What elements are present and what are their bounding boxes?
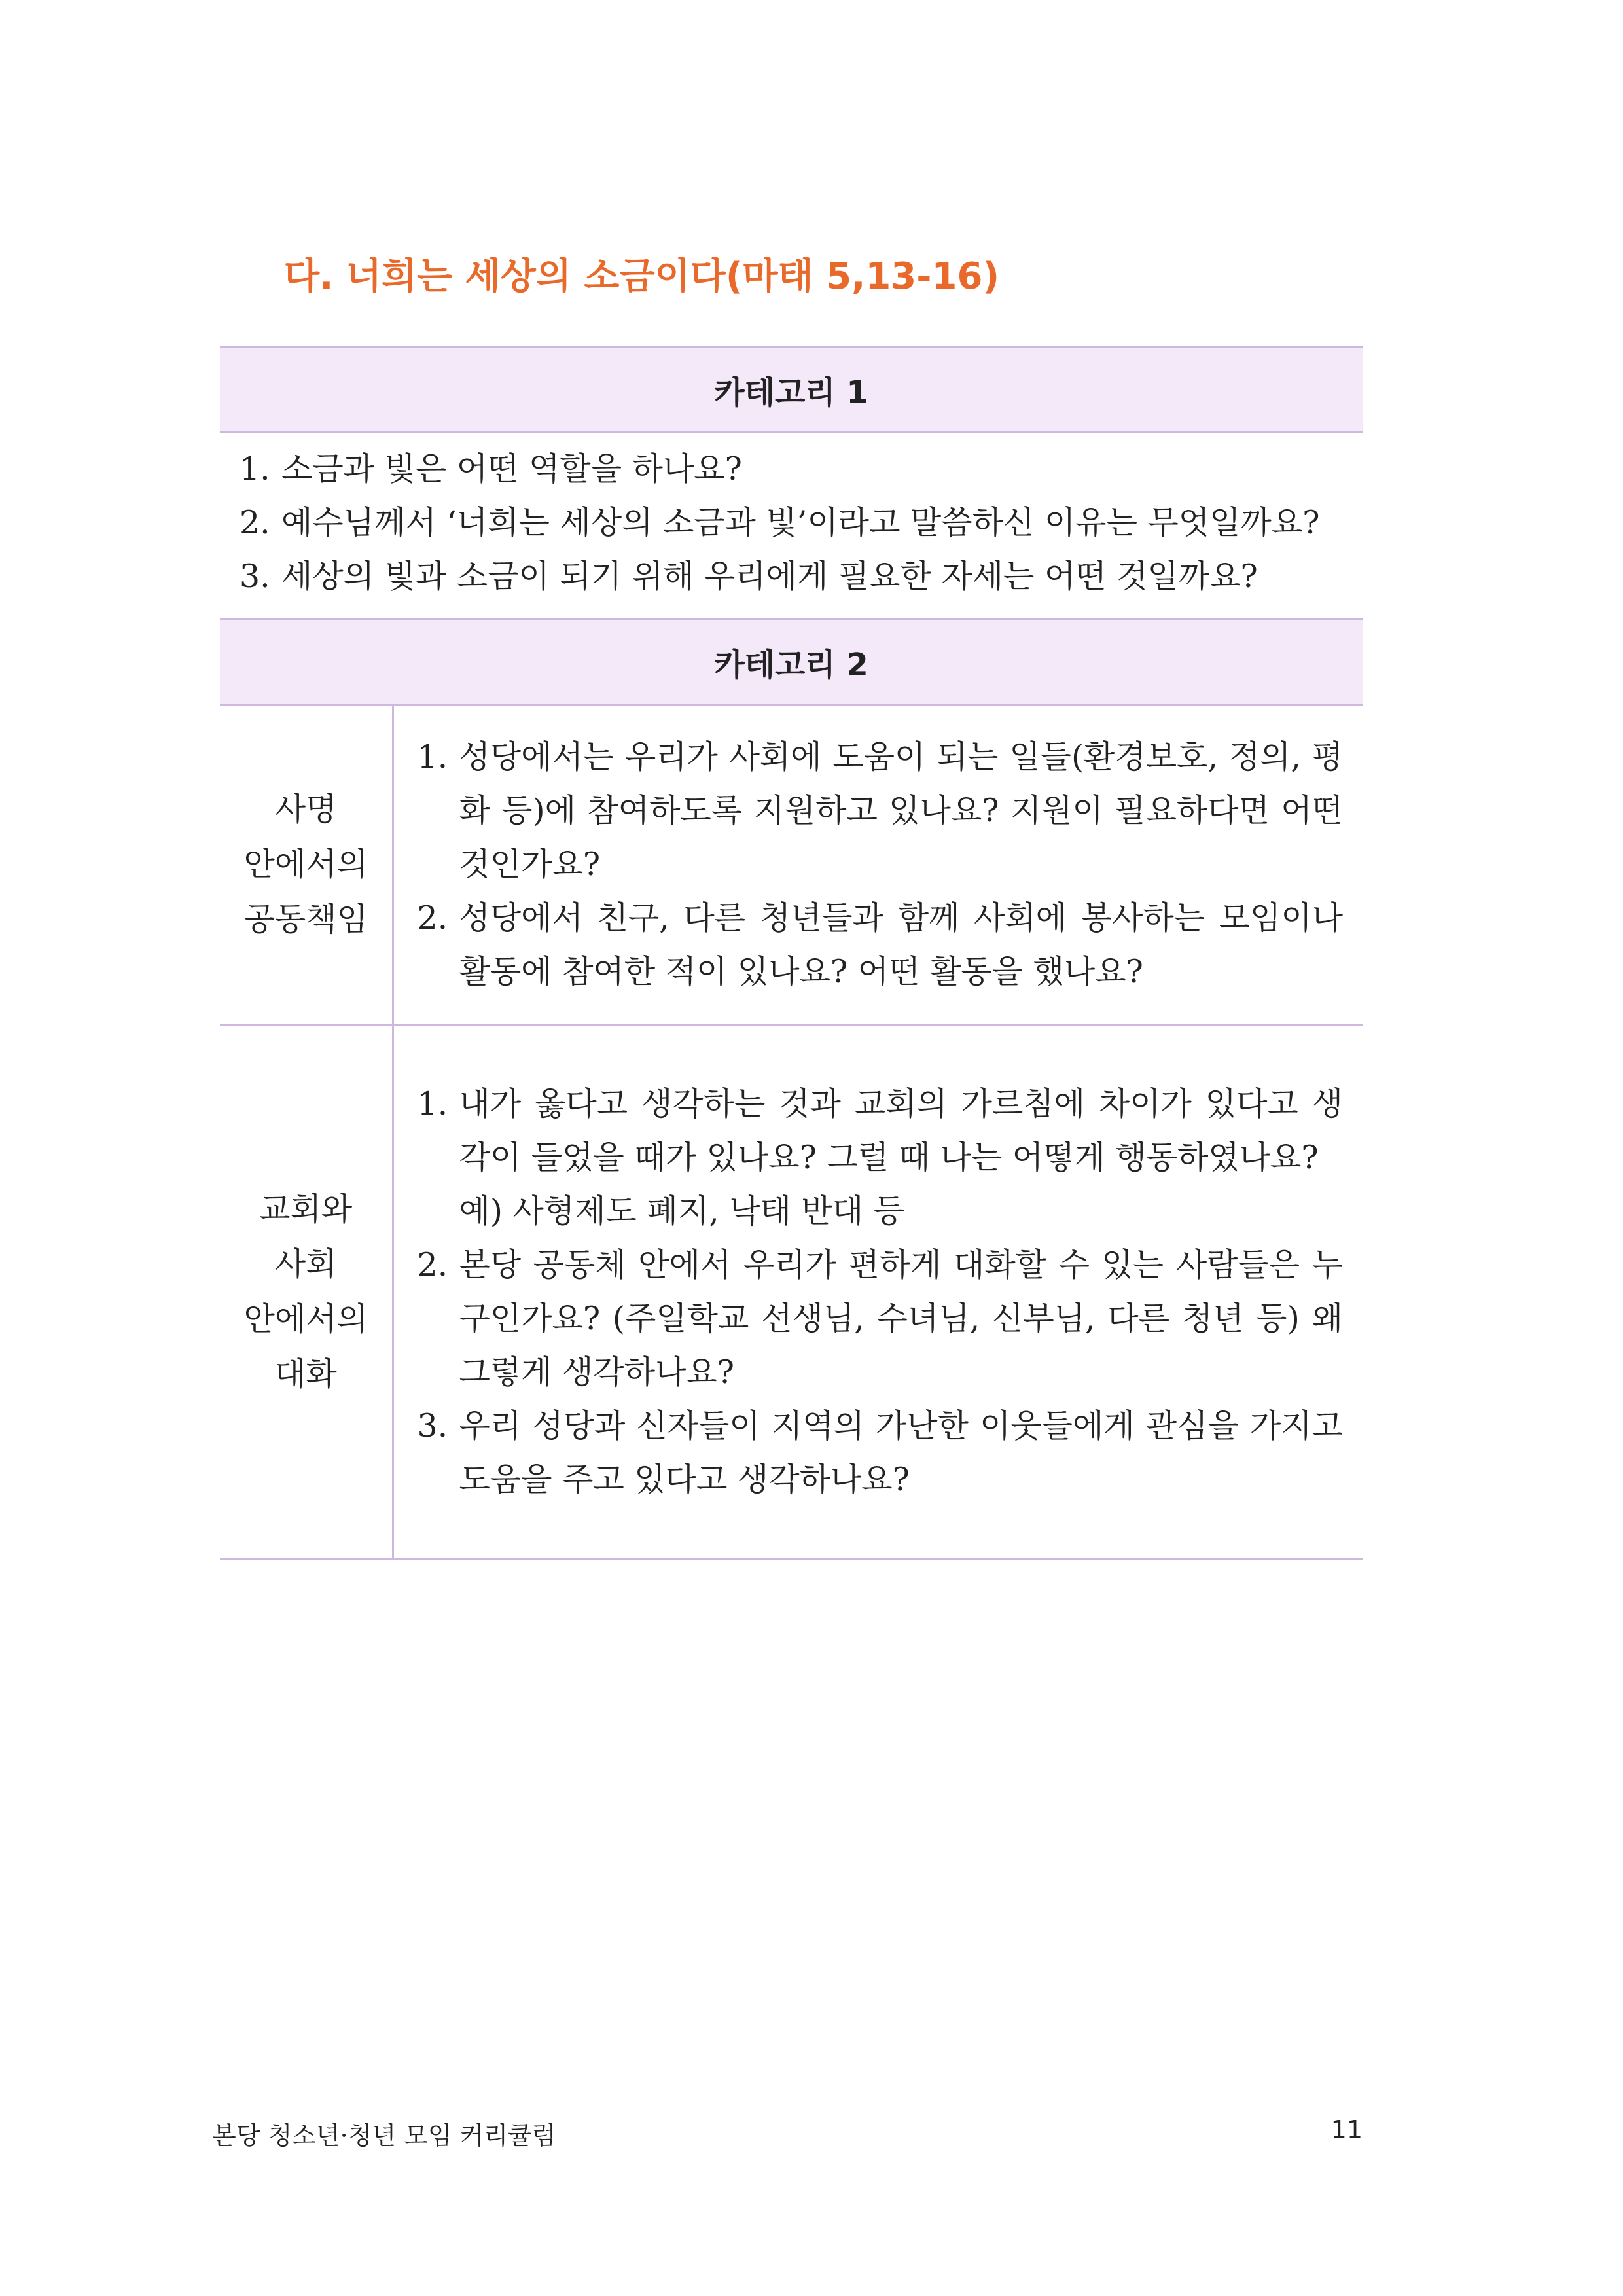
question-text: 성당에서는 우리가 사회에 도움이 되는 일들(환경보호, 정의, 평화 등)에 참여하도록 지원하고 있나요? 지원이 필요하다면 어떤 것인가요? bbox=[459, 738, 1343, 883]
curriculum-table bbox=[220, 346, 1363, 1560]
question-item bbox=[418, 730, 1344, 891]
question-number: 1. bbox=[417, 1085, 448, 1122]
row-content-dialogue bbox=[393, 1025, 1363, 1559]
question-number: 2. bbox=[417, 1246, 448, 1283]
row-label-dialogue bbox=[220, 1025, 393, 1559]
question-text: 내가 옳다고 생각하는 것과 교회의 가르침에 차이가 있다고 생각이 들었을 때가 있나요? 그럴 때 나는 어떻게 행동하였나요? bbox=[459, 1085, 1343, 1176]
category2-header-row bbox=[220, 619, 1363, 705]
question-text: 우리 성당과 신자들이 지역의 가난한 이웃들에게 관심을 가지고 도움을 주고 있다고 생각하나요? bbox=[459, 1407, 1343, 1498]
question-item bbox=[240, 442, 1343, 496]
question-text: 소금과 빛은 어떤 역할을 하나요? bbox=[281, 450, 742, 488]
question-text: 세상의 빛과 소금이 되기 위해 우리에게 필요한 자세는 어떤 것일까요? bbox=[281, 558, 1258, 595]
question-item bbox=[240, 496, 1343, 550]
question-text: 성당에서 친구, 다른 청년들과 함께 사회에 봉사하는 모임이나 활동에 참여한 적이 있나요? 어떤 활동을 했나요? bbox=[459, 899, 1343, 990]
row-label-line: 안에서의 bbox=[243, 846, 368, 883]
question-number: 2. bbox=[240, 504, 270, 541]
section-title: 다. 너희는 세상의 소금이다(마태 5,13-16) bbox=[284, 255, 1000, 298]
question-text: 예수님께서 ‘너희는 세상의 소금과 빛’이라고 말씀하신 이유는 무엇일까요? bbox=[281, 504, 1320, 541]
footer-title: 본당 청소년·청년 모임 커리큘럼 bbox=[212, 2121, 556, 2150]
question-item bbox=[418, 1399, 1344, 1507]
row-label-mission bbox=[220, 705, 393, 1025]
page-number: 11 bbox=[1330, 2115, 1363, 2144]
question-number: 3. bbox=[417, 1407, 448, 1444]
row-label-line: 사명 bbox=[274, 791, 337, 828]
question-text: 본당 공동체 안에서 우리가 편하게 대화할 수 있는 사람들은 누구인가요? (주일학교 선생님, 수녀님, 신부님, 다른 청년 등) 왜 그렇게 생각하나요? bbox=[459, 1246, 1343, 1391]
mission-question-list bbox=[418, 730, 1344, 999]
category2-row-dialogue bbox=[220, 1025, 1363, 1559]
category1-body bbox=[220, 433, 1363, 619]
row-label-line: 사회 bbox=[274, 1245, 337, 1283]
row-label-line: 안에서의 bbox=[243, 1300, 368, 1338]
question-number: 1. bbox=[417, 738, 448, 776]
question-item bbox=[240, 550, 1343, 603]
row-label-line: 대화 bbox=[274, 1355, 337, 1393]
dialogue-question-list bbox=[418, 1077, 1344, 1507]
question-item bbox=[418, 1077, 1344, 1238]
row-content-mission bbox=[393, 705, 1363, 1025]
question-item bbox=[418, 891, 1344, 999]
question-example: 예) 사형제도 폐지, 낙태 반대 등 bbox=[459, 1192, 905, 1230]
category1-header: 카테고리 1 bbox=[220, 347, 1363, 433]
category2-header: 카테고리 2 bbox=[220, 619, 1363, 705]
category1-body-row bbox=[220, 433, 1363, 619]
question-number: 1. bbox=[240, 450, 270, 488]
row-label-line: 공동책임 bbox=[243, 901, 368, 938]
question-number: 3. bbox=[240, 558, 270, 595]
category2-row-mission bbox=[220, 705, 1363, 1025]
row-label-line: 교회와 bbox=[259, 1190, 353, 1228]
question-item bbox=[418, 1238, 1344, 1399]
category1-header-row bbox=[220, 347, 1363, 433]
question-number: 2. bbox=[417, 899, 448, 937]
category1-question-list bbox=[240, 442, 1343, 603]
